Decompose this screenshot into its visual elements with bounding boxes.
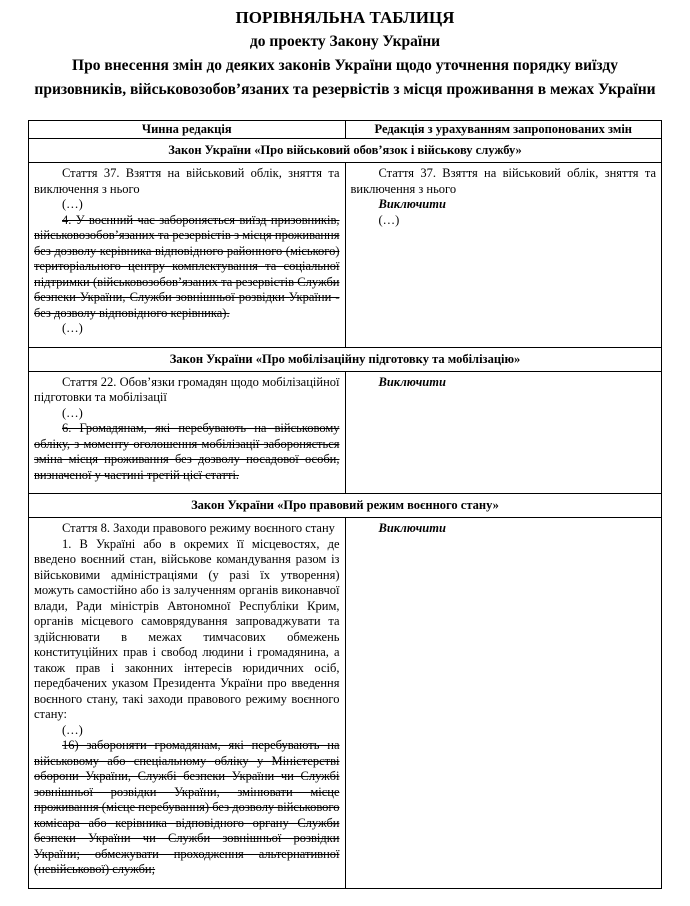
exclude-note: Виключити <box>378 374 446 389</box>
struck-paragraph: 6. Громадянам, які перебувають на військовому обліку, з моменту оголошення мобілізації забороняється зміна місця проживання без дозволу посадової особи, визначеної у частині третій цієї статті. <box>34 421 340 482</box>
comparison-table <box>28 120 662 889</box>
section-3-current-cell <box>29 518 346 889</box>
struck-paragraph: 16) забороняти громадянам, які перебувають на військовому або спеціальному обліку у Міністерстві оборони України, Службі безпеки України чи Службі зовнішньої розвідки України, змінювати місце проживання (місце перебування) без дозволу військового комісара або керівника відповідного органу Служби безпеки України чи Служби зовнішньої розвідки України; обмежувати проходження альтернативної (невійськової) служби; <box>34 738 340 876</box>
table-header-row <box>29 121 662 139</box>
paragraph: 1. В Україні або в окремих її місцевостях, де введено воєнний стан, військове командування разом із військовими адміністраціями (у разі їх утворення) можуть самостійно або із залученням органів виконавчої влади, Ради міністрів Автономної Республіки Крим, органів місцевого самоврядування запроваджувати та здійснювати в межах тимчасових обмежень конституційних прав і свобод людини і громадянина, а також прав і законних інтересів юридичних осіб, передбачених указом Президента України про введення воєнного стану, такі заходи правового режиму воєнного стану: <box>34 536 340 721</box>
exclude-note: Виключити <box>378 197 446 211</box>
ellipsis-marker: (…) <box>62 321 83 335</box>
column-header-proposed: Редакція з урахуванням запропонованих змін <box>345 121 662 139</box>
title-line-1: ПОРІВНЯЛЬНА ТАБЛИЦЯ <box>235 8 455 27</box>
section-2-current-cell <box>29 371 346 494</box>
article-heading: Стаття 37. Взяття на військовий облік, зняття та виключення з нього <box>34 166 340 196</box>
title-line-3: Про внесення змін до деяких законів України щодо уточнення порядку виїзду призовників, військовозобов’язаних та резервістів з місця проживання в межах України <box>34 57 656 98</box>
article-heading: Стаття 8. Заходи правового режиму воєнного стану <box>62 521 335 535</box>
section-3-title-row <box>29 494 662 518</box>
section-2-title: Закон України «Про мобілізаційну підготовку та мобілізацію» <box>29 347 662 371</box>
article-heading: Стаття 22. Обов’язки громадян щодо мобілізаційної підготовки та мобілізації <box>34 374 340 404</box>
section-3-content-row <box>29 518 662 889</box>
ellipsis-marker: (…) <box>62 197 83 211</box>
column-header-current: Чинна редакція <box>29 121 346 139</box>
exclude-note: Виключити <box>378 521 446 535</box>
section-1-proposed-cell <box>345 163 662 348</box>
section-3-title: Закон України «Про правовий режим воєнного стану» <box>29 494 662 518</box>
section-1-title: Закон України «Про військовий обов’язок і військову службу» <box>29 139 662 163</box>
section-2-content-row <box>29 371 662 494</box>
document-title <box>28 6 662 102</box>
ellipsis-marker: (…) <box>62 722 83 737</box>
title-line-2: до проекту Закону України <box>249 33 441 50</box>
ellipsis-marker: (…) <box>378 212 400 227</box>
section-2-title-row <box>29 347 662 371</box>
section-1-content-row <box>29 163 662 348</box>
article-heading: Стаття 37. Взяття на військовий облік, зняття та виключення з нього <box>350 166 656 196</box>
section-1-title-row <box>29 139 662 163</box>
section-3-proposed-cell <box>345 518 662 889</box>
section-1-current-cell <box>29 163 346 348</box>
section-2-proposed-cell <box>345 371 662 494</box>
ellipsis-marker: (…) <box>62 405 83 420</box>
struck-paragraph: 4. У воєнний час забороняється виїзд призовників, військовозобов’язаних та резервістів з місця проживання без дозволу керівника відповідного районного (міського) територіального центру комплектування та соціальної підтримки (військовозобов’язаних та резервістів Служби безпеки України, Служби зовнішньої розвідки України - без дозволу відповідного керівника). <box>34 212 340 320</box>
